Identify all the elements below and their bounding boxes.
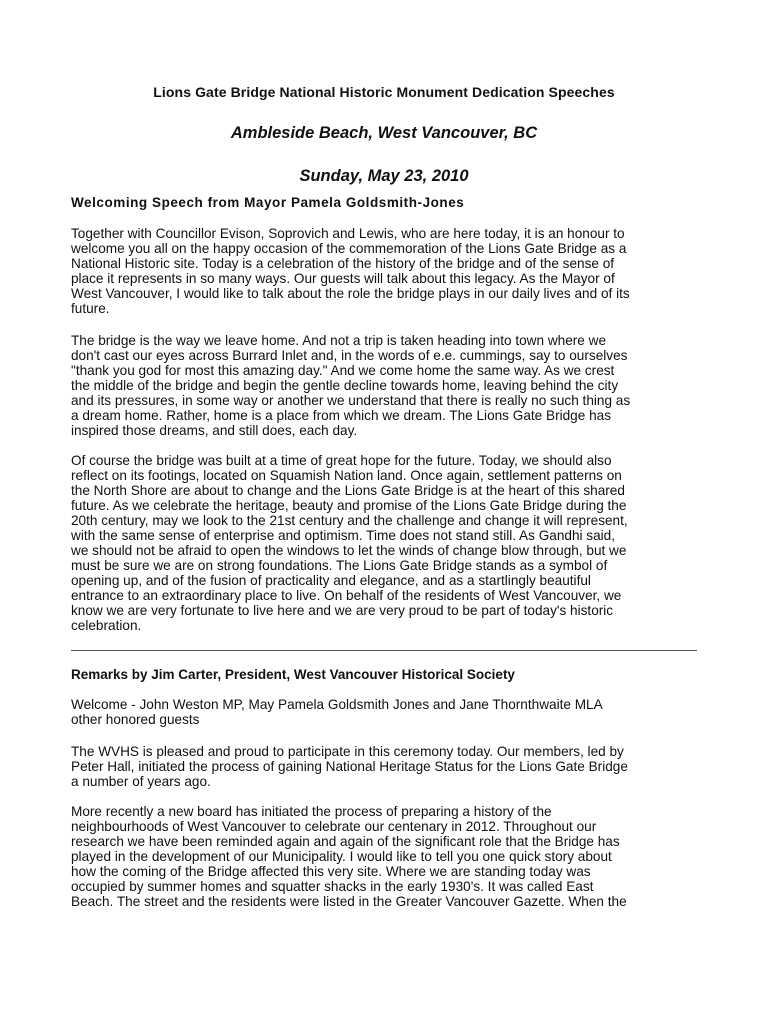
speech2-paragraph-2 — [71, 744, 697, 789]
text-line: reflect on its footings, located on Squamish Nation land. Once again, settlement patterns on — [71, 468, 622, 483]
text-line: how the coming of the Bridge affected this very site. Where we are standing today was — [71, 864, 591, 879]
event-location: Ambleside Beach, West Vancouver, BC — [230, 124, 538, 142]
text-line: place it represents in so many ways. Our guests will talk about this legacy. As the Mayor of — [71, 271, 615, 286]
text-line: welcome you all on the happy occasion of the commemoration of the Lions Gate Bridge as a — [71, 241, 627, 256]
text-line: Beach. The street and the residents were listed in the Greater Vancouver Gazette. When the — [71, 894, 627, 909]
text-line: National Historic site. Today is a celebration of the history of the bridge and of the sense of — [71, 256, 615, 271]
text-line: The WVHS is pleased and proud to participate in this ceremony today. Our members, led by — [71, 744, 624, 759]
section-divider — [71, 650, 697, 651]
text-line: with the same sense of enterprise and optimism. Time does not stand still. As Gandhi said, — [71, 528, 616, 543]
speech1-paragraph-1 — [71, 226, 697, 316]
text-line: a dream home. Rather, home is a place from which we dream. The Lions Gate Bridge has — [71, 408, 611, 423]
speech1-paragraph-3 — [71, 453, 697, 633]
text-line: know we are very fortunate to live here and we are very proud to be part of today's historic — [71, 603, 614, 618]
text-line: and its pressures, in some way or another we understand that there is really no such thing as — [71, 393, 631, 408]
text-line: opening up, and of the fusion of practicality and elegance, and as a startlingly beautiful — [71, 573, 591, 588]
text-line: Peter Hall, initiated the process of gaining National Heritage Status for the Lions Gate Bridge — [71, 759, 628, 774]
text-line: Of course the bridge was built at a time of great hope for the future. Today, we should also — [71, 453, 612, 468]
text-line: the middle of the bridge and begin the gentle decline towards home, leaving behind the city — [71, 378, 619, 393]
text-line: occupied by summer homes and squatter shacks in the early 1930's. It was called East — [71, 879, 594, 894]
speech2-paragraph-1 — [71, 697, 697, 727]
text-line: "thank you god for most this amazing day." And we come home the same way. As we crest — [71, 363, 615, 378]
text-line: entrance to an extraordinary place to live. On behalf of the residents of West Vancouver, we — [71, 588, 622, 603]
text-line: future. — [71, 301, 110, 316]
text-line: The bridge is the way we leave home. And not a trip is taken heading into town where we — [71, 333, 607, 348]
text-line: More recently a new board has initiated the process of preparing a history of the — [71, 804, 552, 819]
speech1-paragraph-2 — [71, 333, 697, 438]
text-line: research we have been reminded again and again of the significant role that the Bridge has — [71, 834, 620, 849]
text-line: Welcome - John Weston MP, May Pamela Goldsmith Jones and Jane Thornthwaite MLA — [71, 697, 603, 712]
speech2-paragraph-3 — [71, 804, 697, 909]
text-line: 20th century, may we look to the 21st century and the challenge and change it will represent, — [71, 513, 628, 528]
text-line: we should not be afraid to open the windows to let the winds of change blow through, but we — [71, 543, 627, 558]
text-line: don't cast our eyes across Burrard Inlet and, in the words of e.e. cummings, say to ourselves — [71, 348, 628, 363]
text-line: celebration. — [71, 618, 142, 633]
event-date: Sunday, May 23, 2010 — [299, 167, 469, 185]
speech2-heading: Remarks by Jim Carter, President, West Vancouver Historical Society — [71, 667, 515, 682]
document-title: Lions Gate Bridge National Historic Monument Dedication Speeches — [153, 84, 615, 100]
text-line: future. As we celebrate the heritage, beauty and promise of the Lions Gate Bridge during the — [71, 498, 627, 513]
text-line: must be sure we are on strong foundations. The Lions Gate Bridge stands as a symbol of — [71, 558, 608, 573]
text-line: other honored guests — [71, 712, 200, 727]
text-line: neighbourhoods of West Vancouver to celebrate our centenary in 2012. Throughout our — [71, 819, 597, 834]
text-line: Together with Councillor Evison, Soprovich and Lewis, who are here today, it is an honour to — [71, 226, 625, 241]
text-line: inspired those dreams, and still does, each day. — [71, 423, 358, 438]
speech1-heading: Welcoming Speech from Mayor Pamela Goldsmith-Jones — [71, 195, 465, 210]
text-line: West Vancouver, I would like to talk about the role the bridge plays in our daily lives and of its — [71, 286, 630, 301]
text-line: a number of years ago. — [71, 774, 211, 789]
text-line: played in the development of our Municipality. I would like to tell you one quick story about — [71, 849, 612, 864]
text-line: the North Shore are about to change and the Lions Gate Bridge is at the heart of this shared — [71, 483, 625, 498]
